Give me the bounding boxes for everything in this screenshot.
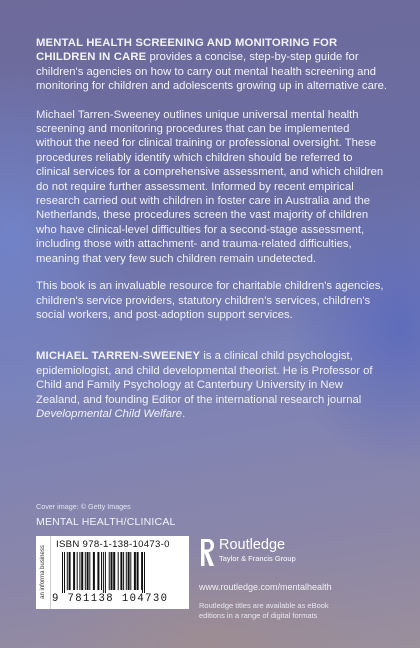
author-bio-text: is a clinical child psychologist, epidemiologist, and child developmental theorist. He is Professor of Child and Family Psychology at Canterbury University in New Zealand, and founding Editor of the international research journal (36, 350, 373, 406)
description-paragraph-3: This book is an invaluable resource for charitable children's agencies, children's service providers, statutory children's services, children's social workers, and post-adoption support services. (36, 280, 384, 321)
journal-name: Developmental Child Welfare (36, 407, 183, 420)
author-name: MICHAEL TARREN-SWEENEY (36, 350, 201, 363)
barcode-bars (62, 552, 182, 593)
publisher-name: Routledge (219, 537, 286, 553)
author-bio (36, 349, 388, 421)
publisher-group: Taylor & Francis Group (219, 554, 296, 563)
subject-category: MENTAL HEALTH/CLINICAL (36, 516, 176, 528)
informa-label-strip (36, 536, 51, 609)
description-paragraph-2: Michael Tarren-Sweeney outlines unique universal mental health screening and monitoring procedures that can be implemented without the need for clinical training or professional oversight. These procedures reliably identify which children should be referred to clinical services for a comprehensive assessment, and which children do not require further assessment. Informed by recent empirical research carried out with children in foster care in Australia and the Netherlands, these procedures screen the vast majority of children who have clinical-level difficulties for a second-stage assessment, including those with attachment- and trauma-related difficulties, meaning that very few such children remain undetected. (36, 108, 384, 265)
barcode-box (36, 536, 189, 609)
description-paragraph-1 (36, 36, 388, 94)
publisher-logo (199, 537, 296, 568)
cover-credit: Cover image: © Getty Images (36, 502, 131, 511)
book-title: MENTAL HEALTH SCREENING AND MONITORING FOR CHILDREN IN CARE (36, 37, 338, 64)
informa-label: an informa business (40, 545, 46, 599)
ebook-note: Routledge titles are available as eBook editions in a range of digital formats (199, 601, 329, 620)
barcode-digits: 9 781138 104730 (52, 593, 169, 605)
description-intro: provides a concise, step-by-step guide for children's agencies on how to carry out mental health screening and monitoring for children and adolescents growing up in alternative care. (36, 51, 388, 93)
routledge-r-icon (199, 538, 215, 568)
publisher-url: www.routledge.com/mentalhealth (199, 582, 332, 592)
back-cover-text (36, 36, 388, 421)
author-bio-end: . (182, 407, 186, 420)
isbn: ISBN 978-1-138-10473-0 (56, 539, 170, 550)
